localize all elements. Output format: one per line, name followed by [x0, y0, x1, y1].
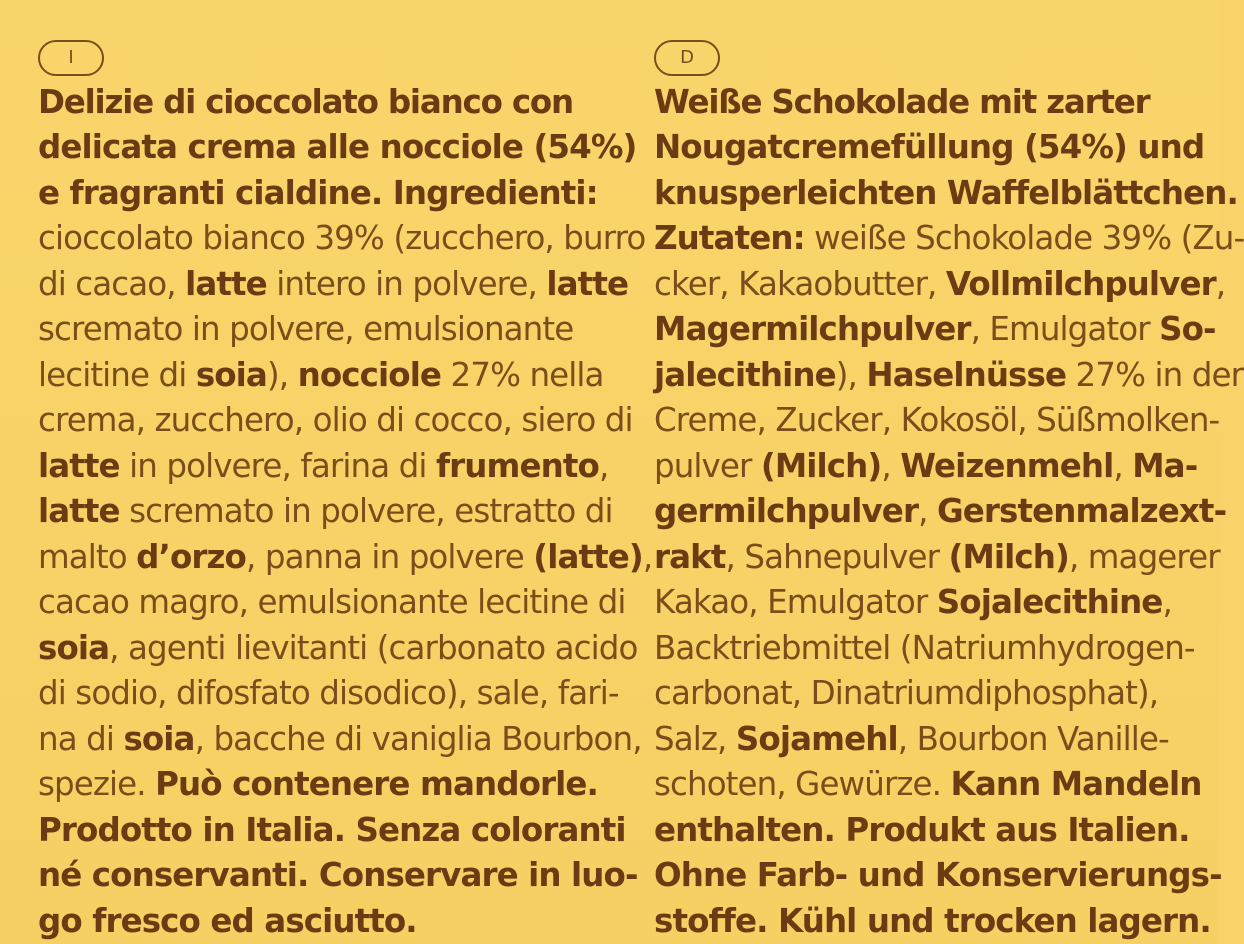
italian-text-segment: crema, zucchero, olio di cocco, siero di	[38, 401, 633, 439]
german-bold-text: Ma-	[1132, 446, 1198, 485]
german-text-line	[654, 171, 1238, 217]
italian-bold-text: latte	[185, 264, 267, 303]
italian-bold-text: Può contenere mandorle.	[155, 765, 598, 803]
italian-text-line	[38, 535, 653, 581]
german-text-segment: cker, Kakaobutter,	[654, 264, 946, 303]
german-bold-text: Kann Mandeln	[950, 765, 1202, 803]
german-text-segment: ),	[835, 355, 867, 394]
german-bold-text: Magermilchpulver	[654, 310, 971, 348]
italian-text-line	[38, 717, 642, 763]
italian-bold-text: d’orzo	[136, 537, 246, 576]
italian-text-segment: na di	[38, 719, 124, 758]
italian-bold-text: latte	[546, 264, 629, 303]
italian-text-segment: intero in polvere,	[266, 264, 547, 303]
italian-text-segment: lecitine di	[38, 355, 196, 394]
german-text-line	[654, 808, 1210, 854]
italian-bold-text: go fresco ed asciutto.	[38, 901, 417, 940]
german-text-line	[654, 80, 1149, 126]
italian-text-line	[38, 398, 633, 444]
german-text-segment: , Emulgator	[970, 310, 1160, 348]
italian-text-line	[38, 626, 638, 672]
german-text-segment: carbonat, Dinatriumdiphosphat),	[654, 674, 1159, 712]
german-bold-text: Nougatcremefüllung (54%) und	[654, 128, 1205, 166]
german-bold-text: stoffe. Kühl und trocken lagern.	[654, 901, 1211, 940]
german-text-segment: 27% in der	[1066, 355, 1244, 394]
italian-bold-text: soia	[195, 355, 267, 394]
german-text-segment: schoten, Gewürze.	[654, 765, 951, 803]
language-badge-italian: I	[38, 40, 104, 76]
italian-bold-text: né conservanti. Conservare in luo-	[38, 856, 638, 894]
italian-text-line	[38, 216, 646, 262]
german-text-segment: ,	[918, 492, 937, 530]
italian-text-segment: , panna in polvere	[245, 537, 534, 576]
german-ingredients-column	[654, 34, 1244, 940]
german-text-line	[654, 307, 1216, 353]
german-text-segment: Salz,	[654, 719, 736, 758]
german-text-segment: ,	[1113, 446, 1133, 485]
italian-text	[38, 125, 653, 944]
german-bold-text: Haselnüsse	[866, 355, 1067, 394]
italian-ingredients-column	[38, 34, 653, 940]
italian-text-segment: , bacche di vaniglia Bourbon,	[194, 719, 642, 758]
italian-text-segment: di sodio, difosfato disodico), sale, fari-	[38, 674, 619, 712]
italian-text-line	[38, 353, 604, 399]
german-text-segment: weiße Schokolade 39% (Zu-	[804, 219, 1244, 257]
german-text-segment: , Sahnepulver	[725, 537, 949, 576]
italian-text-segment: cacao magro, emulsionante lecitine di	[38, 583, 626, 621]
italian-bold-text: nocciole	[297, 355, 442, 394]
german-bold-text: (Milch)	[948, 537, 1069, 576]
german-bold-text: Sojamehl	[735, 719, 898, 758]
german-bold-text: Sojalecithine	[936, 583, 1163, 621]
italian-text-segment: cioccolato bianco 39% (zucchero, burro	[38, 219, 646, 257]
italian-text-line	[38, 808, 626, 854]
italian-bold-text: delicata crema alle nocciole (54%)	[38, 128, 637, 166]
italian-bold-text: (latte)	[533, 537, 643, 576]
german-text-segment: ,	[881, 446, 901, 485]
german-text-line	[654, 444, 1210, 490]
german-text-segment: , magerer	[1068, 537, 1220, 576]
german-text-line	[654, 262, 1226, 308]
german-text-line	[654, 580, 1210, 626]
german-text-line	[654, 899, 1210, 944]
italian-bold-text: Prodotto in Italia. Senza coloranti	[38, 810, 626, 849]
italian-bold-text: soia	[38, 628, 110, 667]
italian-bold-text: Delizie di cioccolato bianco con	[38, 82, 573, 121]
italian-text-segment: spezie.	[38, 765, 156, 803]
german-text-line	[654, 671, 1210, 717]
german-text-segment: Kakao, Emulgator	[654, 583, 937, 621]
italian-text-line	[38, 125, 637, 171]
language-badge-german: D	[654, 40, 720, 76]
german-text-segment: ,	[1162, 583, 1172, 621]
italian-text-segment: scremato in polvere, estratto di	[119, 492, 613, 530]
german-text-segment: Backtriebmittel (Natriumhydrogen-	[654, 628, 1195, 667]
german-text-line	[654, 398, 1220, 444]
italian-bold-text: frumento	[435, 446, 599, 485]
italian-text-line	[38, 80, 573, 126]
italian-text-segment: , agenti lievitanti (carbonato acido	[109, 628, 638, 667]
german-bold-text: Zutaten:	[654, 219, 805, 257]
italian-text-line	[38, 171, 598, 217]
italian-bold-text: soia	[123, 719, 195, 758]
italian-text-segment: scremato in polvere, emulsionante	[38, 310, 574, 348]
german-text-line	[654, 853, 1222, 899]
german-text-segment: pulver	[654, 446, 761, 485]
german-text-segment: , Bourbon Vanille-	[897, 719, 1169, 758]
german-bold-text: rakt	[654, 537, 726, 576]
italian-text-line	[38, 262, 629, 308]
italian-text-segment: di cacao,	[38, 264, 186, 303]
german-bold-text: (Milch)	[760, 446, 882, 485]
italian-text-segment: malto	[38, 537, 137, 576]
italian-text-segment: 27% nella	[441, 355, 604, 394]
italian-text-segment: ,	[598, 446, 609, 485]
italian-text-line	[38, 489, 613, 535]
italian-text-line	[38, 307, 598, 353]
italian-bold-text: latte	[38, 446, 120, 485]
german-text	[654, 125, 1244, 944]
italian-bold-text: latte	[38, 492, 120, 530]
german-bold-text: enthalten. Produkt aus Italien.	[654, 810, 1190, 849]
italian-text-line	[38, 580, 626, 626]
italian-text-line	[38, 762, 598, 808]
german-text-line	[654, 535, 1220, 581]
german-bold-text: So-	[1159, 310, 1216, 348]
italian-text-line	[38, 671, 619, 717]
german-bold-text: Ohne Farb- und Konservierungs-	[654, 856, 1222, 894]
italian-text-line	[38, 444, 609, 490]
german-text-line	[654, 489, 1227, 535]
german-text-line	[654, 353, 1244, 399]
italian-text-line	[38, 899, 598, 944]
german-text-segment: Creme, Zucker, Kokosöl, Süßmolken-	[654, 401, 1220, 439]
german-bold-text: Vollmilchpulver	[945, 264, 1216, 303]
italian-text-segment: ,	[642, 537, 653, 576]
german-text-line	[654, 626, 1210, 672]
german-bold-text: germilchpulver	[654, 492, 919, 530]
german-bold-text: jalecithine	[654, 355, 836, 394]
german-text-segment: ,	[1215, 264, 1226, 303]
german-bold-text: Gerstenmalzext-	[936, 492, 1227, 530]
german-bold-text: Weizenmehl	[900, 446, 1114, 485]
italian-bold-text: e fragranti cialdine. Ingredienti:	[38, 173, 598, 212]
german-text-line	[654, 125, 1210, 171]
german-bold-text: Weiße Schokolade mit zarter	[654, 82, 1150, 121]
italian-text-line	[38, 853, 638, 899]
german-text-line	[654, 717, 1210, 763]
german-text-line	[654, 762, 1210, 808]
italian-text-segment: in polvere, farina di	[119, 446, 436, 485]
italian-text-segment: ),	[266, 355, 298, 394]
german-text-line	[654, 216, 1244, 262]
german-bold-text: knusperleichten Waffelblättchen.	[654, 173, 1238, 212]
